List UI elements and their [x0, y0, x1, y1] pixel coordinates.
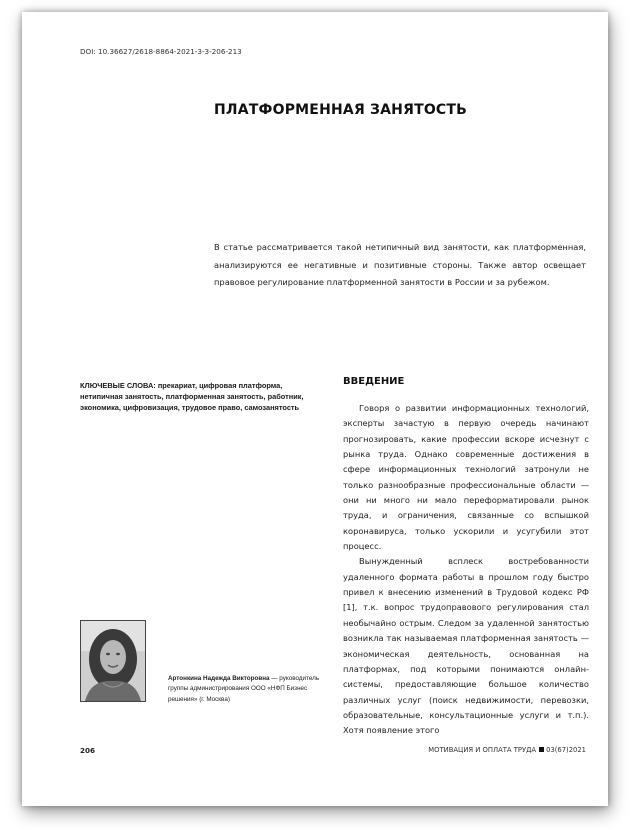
author-description: — руководитель группы администрирования ООО «НФП Бизнес решения» (г. Москва)	[168, 675, 320, 703]
keywords-block	[80, 380, 320, 414]
keywords-label: КЛЮЧЕВЫЕ СЛОВА:	[80, 381, 156, 390]
abstract: В статье рассматривается такой нетипичный вид занятости, как платформенная, анализируются ее негативные и позитивные стороны. Также автор освещает правовое регулирование платформенной занятости в России и за рубежом.	[214, 242, 586, 287]
author-name: Артонкина Надежда Викторовна	[168, 675, 270, 682]
body-column	[343, 376, 589, 739]
body-paragraph: Вынужденный всплеск востребованности удаленного формата работы в прошлом году быстро привел к внесению изменений в Трудовой кодекс РФ [1], т.к. вопрос трудоправового регулирования стал необычайно острым. Следом за удаленной занятостью возникла так называемая платформенная занятость — экономическая деятельность, основанная на платформах, под которыми понимаются онлайн-системы, предоставляющие большое количество различных услуг (поиск недвижимости, перевозки, образовательные, консультационные услуги и т.п.). Хотя появление этого	[343, 556, 589, 736]
article-title: ПЛАТФОРМЕННАЯ ЗАНЯТОСТЬ	[214, 102, 468, 118]
section-heading: ВВЕДЕНИЕ	[343, 376, 405, 387]
author-photo	[80, 620, 146, 702]
page-number: 206	[80, 746, 96, 755]
journal-name: МОТИВАЦИЯ И ОПЛАТА ТРУДА	[428, 746, 537, 754]
doi-line: DOI: 10.36627/2618-8864-2021-3-3-206-213	[80, 47, 242, 56]
author-info	[168, 674, 323, 705]
journal-footer	[428, 746, 586, 754]
journal-page	[22, 12, 608, 806]
square-separator-icon	[539, 747, 544, 752]
journal-issue: 03(67)2021	[546, 746, 586, 754]
keywords-text: прекариат, цифровая платформа, нетипичная занятость, платформенная занятость, работник, экономика, цифровизация, трудовое право, самозанятость	[80, 381, 304, 413]
body-paragraph: Говоря о развитии информационных технологий, эксперты зачастую в первую очередь начинают прогнозировать, какие профессии вскоре исчезнут с рынка труда. Однако современные достижения в сфере информационных технологий затронули не только разнообразные профессиональные области — они ни много ни мало переформатировали рынок труда, и ограничения, связанные со вспышкой коронавируса, только ускорили и усугубили этот процесс.	[343, 403, 589, 552]
